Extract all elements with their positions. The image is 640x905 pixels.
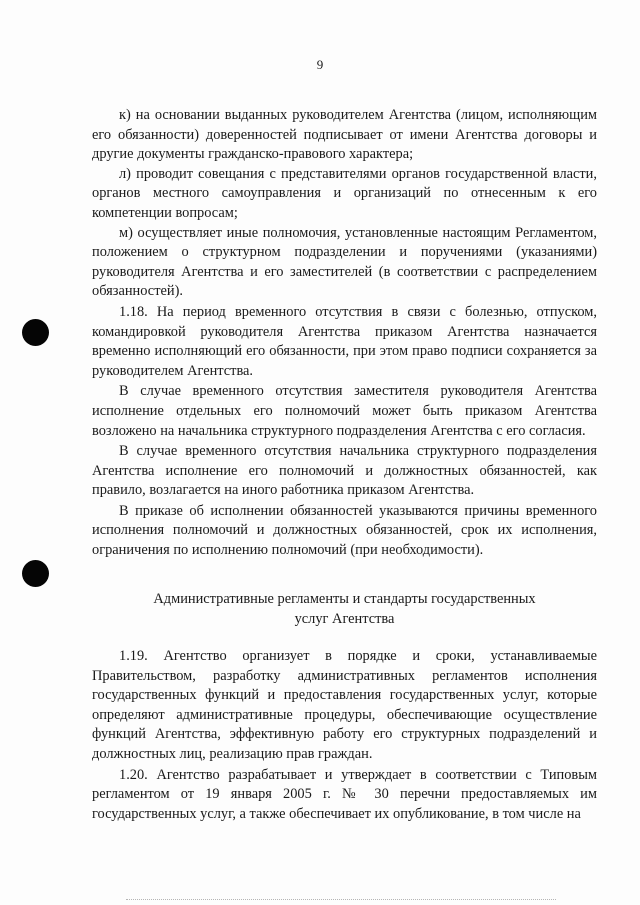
body-text-upper [92,106,597,561]
section-heading [92,590,597,629]
paragraph-1-20: 1.20. Агентство разрабатывает и утверждает в соответствии с Типовым регламентом от 19 января 2005 г. № 30 перечни предоставляемых им государственных услуг, а также обеспечивает их опубликование, в том числе на [92,766,597,822]
punch-hole-mark [22,319,49,346]
paragraph-order-content: В приказе об исполнении обязанностей указываются причины временного исполнения полномочий и должностных обязанностей, срок их исполнения, ограничения по исполнению полномочий (при необходимости). [92,502,597,559]
page-number: 9 [316,57,324,72]
scan-edge-line [126,899,556,900]
paragraph-head-absence: В случае временного отсутствия начальника структурного подразделения Агентства исполнение его полномочий и должностных обязанностей, как правило, возлагается на иного работника приказом Агентства. [92,443,597,499]
paragraph-deputy-absence: В случае временного отсутствия заместителя руководителя Агентства исполнение отдельных его полномочий может быть приказом Агентства возложено на начальника структурного подразделения Агентства с его согласия. [92,383,597,439]
body-text-lower [92,647,597,824]
section-heading-line-1: Административные регламенты и стандарты государственных [153,591,536,607]
section-heading-line-2: услуг Агентства [294,610,395,627]
paragraph-1-18: 1.18. На период временного отсутствия в связи с болезнью, отпуском, командировкой руководителя Агентства приказом Агентства назначается временно исполняющий его обязанности, при этом право подписи сохраняется за руководителем Агентства. [92,303,597,379]
punch-hole-mark [22,560,49,587]
paragraph-item-k: к) на основании выданных руководителем Агентства (лицом, исполняющим его обязанности) доверенностей подписывает от имени Агентства договоры и другие документы гражданско-правового характера; [92,107,597,163]
paragraph-item-l: л) проводит совещания с представителями органов государственной власти, органов местного самоуправления и организаций по отнесенным к его компетенции вопросам; [92,165,597,221]
paragraph-1-19: 1.19. Агентство организует в порядке и сроки, устанавливаемые Правительством, разработку административных регламентов исполнения государственных функций и предоставления государственных услуг, которые определяют административные процедуры, обеспечивающие осуществление функций Агентства, эффективную работу его структурных подразделений и должностных лиц, реализацию прав граждан. [92,648,597,762]
paragraph-item-m: м) осуществляет иные полномочия, установленные настоящим Регламентом, положением о структурном подразделении и поручениями (указаниями) руководителя Агентства и его заместителей (в соответствии с распределением обязанностей). [92,224,597,300]
